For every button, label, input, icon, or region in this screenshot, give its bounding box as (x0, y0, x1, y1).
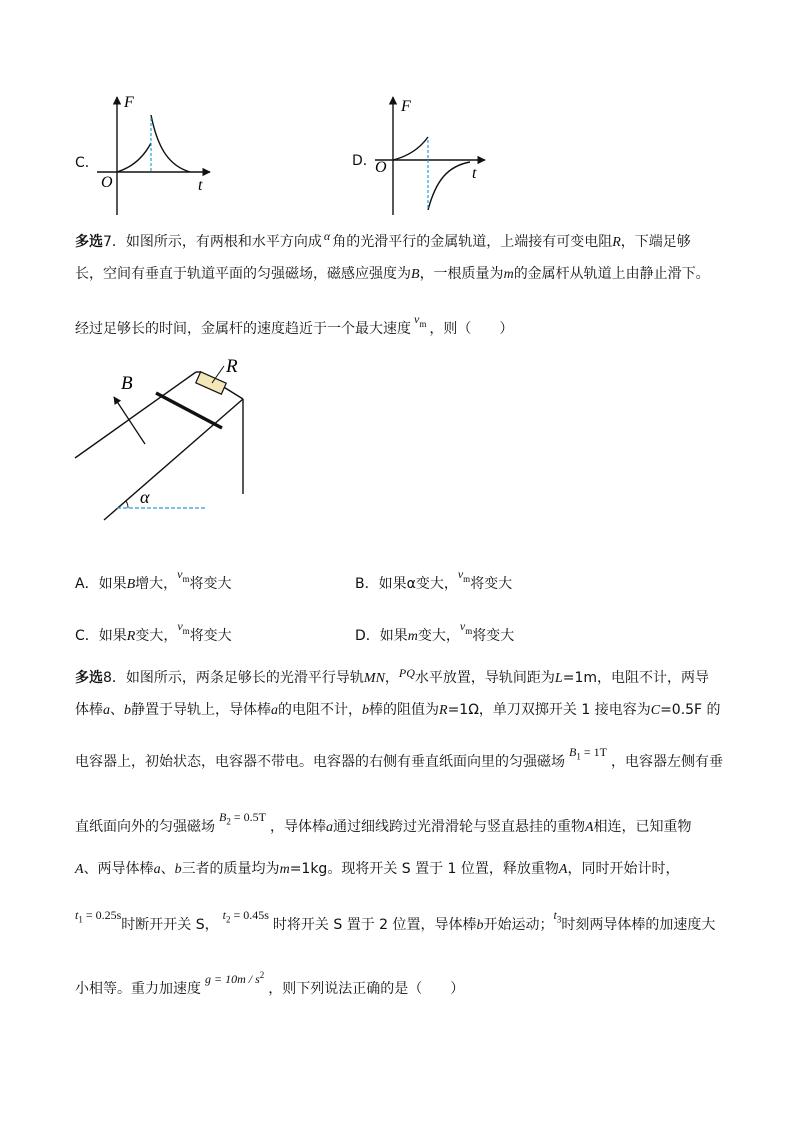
q8-tag: 多选 (75, 670, 103, 686)
q7-option-b: B．如果α变大，$v_m$将变大 (355, 567, 513, 592)
q7-line-3: 经过足够长的时间，金属杆的速度趋近于一个最大速度$v_m$ ，则（ ） (75, 312, 514, 337)
q7-option-d: D．如果m变大，$v_m$将变大 (355, 619, 515, 644)
q8-b1-formula: $B_1 = 1T$ (569, 745, 607, 762)
q8-line-3: 电容器上，初始状态，电容器不带电。电容器的右侧有垂直纸面向里的匀强磁场$B_1 = 1T$，电容器左侧有垂 (75, 745, 723, 770)
q8-line-4: 直纸面向外的匀强磁场$B_2 = 0.5T$，导体棒a通过细线跨过光滑滑轮与竖直悬挂的重物A相连，已知重物 (75, 810, 692, 835)
option-d-label: D． (352, 153, 377, 169)
q7-alpha: α (323, 229, 331, 243)
q7-tag: 多选 (75, 234, 103, 250)
q8-line-5: A、两导体棒a、b三者的质量均为m=1kg。现将开关 S 置于 1 位置，释放重物A，同时开始计时， (75, 861, 680, 877)
q7-upper-rail (75, 372, 196, 458)
graph-c-f-label: F (124, 94, 134, 111)
q8-t2-formula: $t_2 = 0.45s$ (222, 908, 269, 925)
q7-vm: $v_m$ (414, 312, 427, 329)
q7-top-edge-right (222, 386, 243, 399)
q8-line-7: 小相等。重力加速度$g = 10m / s^2$，则下列说法正确的是（ ） (75, 970, 465, 997)
q7-lower-rail (104, 399, 243, 520)
q7-option-c: C．如果R变大，$v_m$将变大 (75, 619, 232, 644)
q8-t1-formula: $t_1 = 0.25s$ (75, 908, 122, 925)
q8-number: 8 (103, 670, 112, 686)
q8-t3-formula: $t_3$ (553, 908, 562, 925)
graph-d-t-label: t (472, 165, 477, 182)
q7-metal-rod (156, 393, 222, 428)
q7-fig-r-label: R (226, 356, 238, 377)
option-c-label: C． (75, 155, 99, 171)
q7-option-a: A．如果B增大，$v_m$将变大 (75, 567, 232, 592)
q7-figure (0, 0, 800, 540)
q7-line-1: 多选7．如图所示，有两根和水平方向成 α 角的光滑平行的金属轨道，上端接有可变电阻R，下端足够 (75, 229, 691, 250)
q7-fig-alpha-label: α (140, 487, 150, 507)
q8-g-formula: $g = 10m / s^2$ (205, 970, 265, 986)
q7-fig-b-label: B (121, 373, 133, 394)
q7-number: 7 (103, 234, 112, 250)
graph-d-f-label: F (401, 98, 411, 115)
q8-line-6: $t_1 = 0.25s$时断开开关 S，$t_2 = 0.45s$时将开关 S 置于 2 位置，导体棒b开始运动；$t_3$时刻两导体棒的加速度大 (75, 908, 716, 933)
graph-c-o-label: O (101, 174, 113, 191)
q8-b2-formula: $B_2 = 0.5T$ (219, 810, 266, 827)
q7-angle-arc (126, 501, 128, 508)
graph-c-t-label: t (198, 177, 203, 194)
q7-line-2: 长，空间有垂直于轨道平面的匀强磁场，磁感应强度为B，一根质量为m的金属杆从轨道上由静止滑下。 (75, 266, 710, 282)
q7-resistor (196, 372, 226, 394)
graph-d-o-label: O (375, 159, 387, 176)
q7-b-arrow (114, 397, 145, 444)
q8-line-1: 多选8．如图所示，两条足够长的光滑平行导轨MN，PQ水平放置，导轨间距为L=1m，电阻不计，两导 (75, 666, 709, 686)
q8-line-2: 体棒a、b静置于导轨上，导体棒a的电阻不计，b棒的阻值为R=1Ω，单刀双掷开关 1 接电容为C=0.5F 的 (75, 702, 721, 718)
